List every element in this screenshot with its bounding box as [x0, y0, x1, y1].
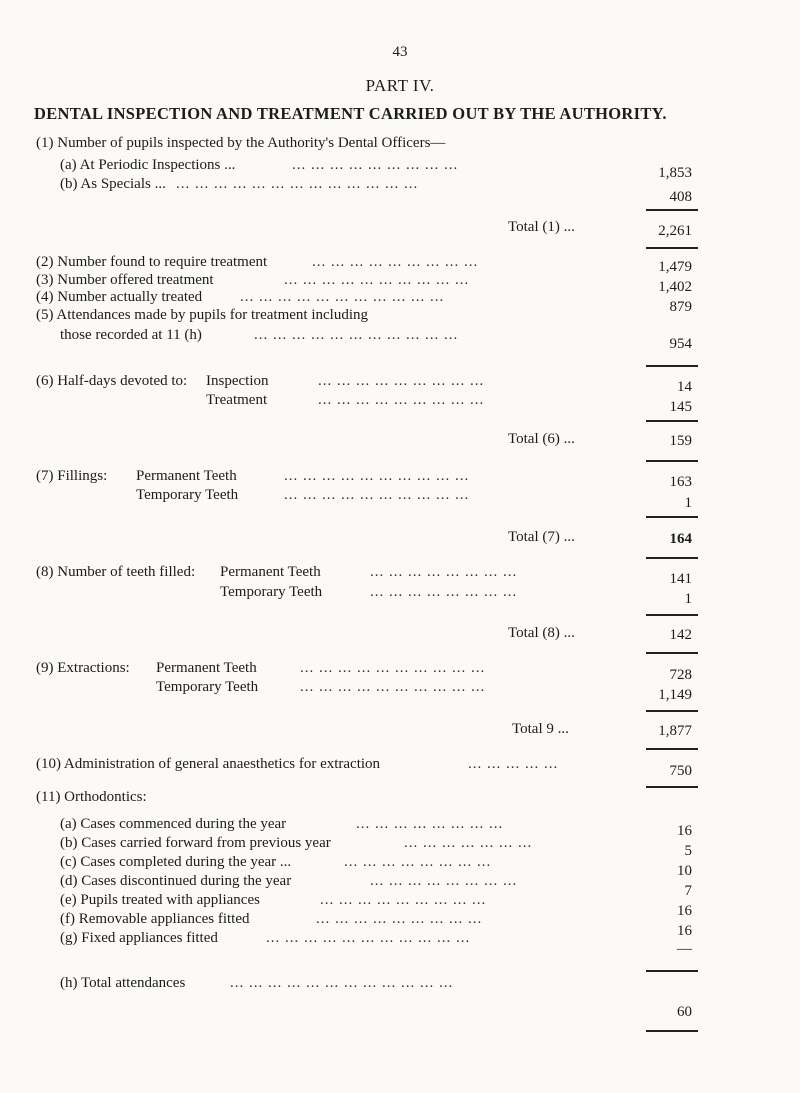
s6-treatment-label: Treatment [206, 392, 268, 408]
section-heading: DENTAL INSPECTION AND TREATMENT CARRIED OUT BY THE AUTHORITY. [34, 104, 667, 123]
s10-value: 750 [669, 763, 692, 779]
s5-value: 954 [669, 336, 692, 352]
s11-item-f-label: (f) Removable appliances fitted [60, 911, 250, 927]
s7-total-label: Total (7) ... [508, 529, 575, 545]
s1-total-rule [646, 247, 698, 249]
s3-value: 1,402 [658, 279, 692, 295]
s1-a-leader: ... ... ... ... ... ... ... ... ... [292, 157, 459, 173]
s6-inspection-leader: ... ... ... ... ... ... ... ... ... [318, 373, 485, 389]
s11-item-d-leader: ... ... ... ... ... ... ... ... [370, 873, 518, 889]
s6-total-value: 159 [669, 433, 692, 449]
s6-inspection-label: Inspection [206, 373, 269, 389]
s4-label: (4) Number actually treated [36, 289, 203, 305]
s10-rule [646, 786, 698, 788]
s11-label: (11) Orthodontics: [36, 789, 147, 805]
s6-total-label: Total (6) ... [508, 431, 575, 447]
s1-b-leader: ... ... ... ... ... ... ... ... ... ... ... ... ... [176, 176, 419, 192]
s8-rule [646, 614, 698, 616]
s8-temporary-label: Temporary Teeth [220, 584, 323, 600]
s9-permanent-value: 728 [669, 667, 692, 683]
s2-value: 1,479 [658, 259, 692, 275]
s7-temporary-leader: ... ... ... ... ... ... ... ... ... ... [284, 487, 470, 503]
s9-temporary-leader: ... ... ... ... ... ... ... ... ... ... [300, 679, 486, 695]
s11-item-e-label: (e) Pupils treated with appliances [60, 892, 260, 908]
s8-temporary-leader: ... ... ... ... ... ... ... ... [370, 584, 518, 600]
s7-total-value: 164 [669, 531, 692, 547]
s9-temporary-value: 1,149 [658, 687, 692, 703]
s2-label: (2) Number found to require treatment [36, 254, 268, 270]
s8-temporary-value: 1 [684, 591, 692, 607]
s6-inspection-value: 14 [677, 379, 692, 395]
s11-item-d-value: 7 [684, 883, 692, 899]
s4-leader: ... ... ... ... ... ... ... ... ... ... ... [240, 289, 445, 305]
s1-a-label: (a) At Periodic Inspections ... [60, 157, 236, 173]
s11-item-c-value: 10 [677, 863, 692, 879]
s1-rule [646, 209, 698, 211]
s1-b-label: (b) As Specials ... [60, 176, 166, 192]
s4-value: 879 [669, 299, 692, 315]
s9-label: (9) Extractions: [36, 660, 130, 676]
s6-treatment-value: 145 [669, 399, 692, 415]
s10-label: (10) Administration of general anaesthetics for extraction [36, 756, 381, 772]
s1-b-value: 408 [669, 189, 692, 205]
s7-rule [646, 516, 698, 518]
s11-item-a-leader: ... ... ... ... ... ... ... ... [356, 816, 504, 832]
s9-top-rule [646, 652, 698, 654]
s11-item-e-leader: ... ... ... ... ... ... ... ... ... [320, 892, 487, 908]
part-heading: PART IV. [365, 76, 435, 95]
page-number: 43 [392, 44, 408, 60]
s11-item-c-leader: ... ... ... ... ... ... ... ... [344, 854, 492, 870]
s1-total-value: 2,261 [658, 223, 692, 239]
s5-leader: ... ... ... ... ... ... ... ... ... ... ... [254, 327, 459, 343]
s11-item-c-label: (c) Cases completed during the year ... [60, 854, 292, 870]
s7-temporary-label: Temporary Teeth [136, 487, 239, 503]
s6-treatment-leader: ... ... ... ... ... ... ... ... ... [318, 392, 485, 408]
s7-top-rule [646, 460, 698, 462]
s11-item-g-value: — [677, 941, 692, 957]
s1-total-label: Total (1) ... [508, 219, 575, 235]
s11-h-leader: ... ... ... ... ... ... ... ... ... ... ... ... [230, 975, 454, 991]
s8-permanent-leader: ... ... ... ... ... ... ... ... [370, 564, 518, 580]
s11-item-g-label: (g) Fixed appliances fitted [60, 930, 218, 946]
s1-label: (1) Number of pupils inspected by the Authority's Dental Officers— [36, 135, 446, 151]
s11-h-label: (h) Total attendances [60, 975, 186, 991]
s5-label-1: (5) Attendances made by pupils for treatment including [36, 307, 368, 323]
s8-total-label: Total (8) ... [508, 625, 575, 641]
s10-leader: ... ... ... ... ... [468, 756, 559, 772]
s10-top-rule [646, 748, 698, 750]
s11-item-f-value: 16 [677, 923, 692, 939]
s11-rule [646, 970, 698, 972]
s11-h-value: 60 [677, 1004, 692, 1020]
s9-permanent-leader: ... ... ... ... ... ... ... ... ... ... [300, 660, 486, 676]
s11-h-rule [646, 1030, 698, 1032]
s3-leader: ... ... ... ... ... ... ... ... ... ... [284, 272, 470, 288]
s8-permanent-value: 141 [669, 571, 692, 587]
s9-temporary-label: Temporary Teeth [156, 679, 259, 695]
s8-top-rule [646, 557, 698, 559]
s9-total-value: 1,877 [658, 723, 692, 739]
s7-permanent-leader: ... ... ... ... ... ... ... ... ... ... [284, 468, 470, 484]
s11-item-g-leader: ... ... ... ... ... ... ... ... ... ... ... [266, 930, 471, 946]
s6-top-rule [646, 365, 698, 367]
s8-permanent-label: Permanent Teeth [220, 564, 321, 580]
s6-rule [646, 420, 698, 422]
s8-label: (8) Number of teeth filled: [36, 564, 196, 580]
s3-label: (3) Number offered treatment [36, 272, 214, 288]
s7-label: (7) Fillings: [36, 468, 108, 484]
s7-permanent-value: 163 [669, 474, 692, 490]
s11-item-b-leader: ... ... ... ... ... ... ... [404, 835, 533, 851]
s7-temporary-value: 1 [684, 495, 692, 511]
s11-item-d-label: (d) Cases discontinued during the year [60, 873, 292, 889]
s1-a-value: 1,853 [658, 165, 692, 181]
s11-item-e-value: 16 [677, 903, 692, 919]
s2-leader: ... ... ... ... ... ... ... ... ... [312, 254, 479, 270]
s6-label: (6) Half-days devoted to: [36, 373, 188, 389]
s11-item-b-label: (b) Cases carried forward from previous year [60, 835, 331, 851]
s9-permanent-label: Permanent Teeth [156, 660, 257, 676]
s9-rule [646, 710, 698, 712]
s8-total-value: 142 [669, 627, 692, 643]
s5-label-2: those recorded at 11 (h) [60, 327, 202, 343]
s11-item-f-leader: ... ... ... ... ... ... ... ... ... [316, 911, 483, 927]
s11-item-a-label: (a) Cases commenced during the year [60, 816, 287, 832]
s7-permanent-label: Permanent Teeth [136, 468, 237, 484]
s9-total-label: Total 9 ... [512, 721, 569, 737]
s11-item-a-value: 16 [677, 823, 692, 839]
s11-item-b-value: 5 [684, 843, 692, 859]
